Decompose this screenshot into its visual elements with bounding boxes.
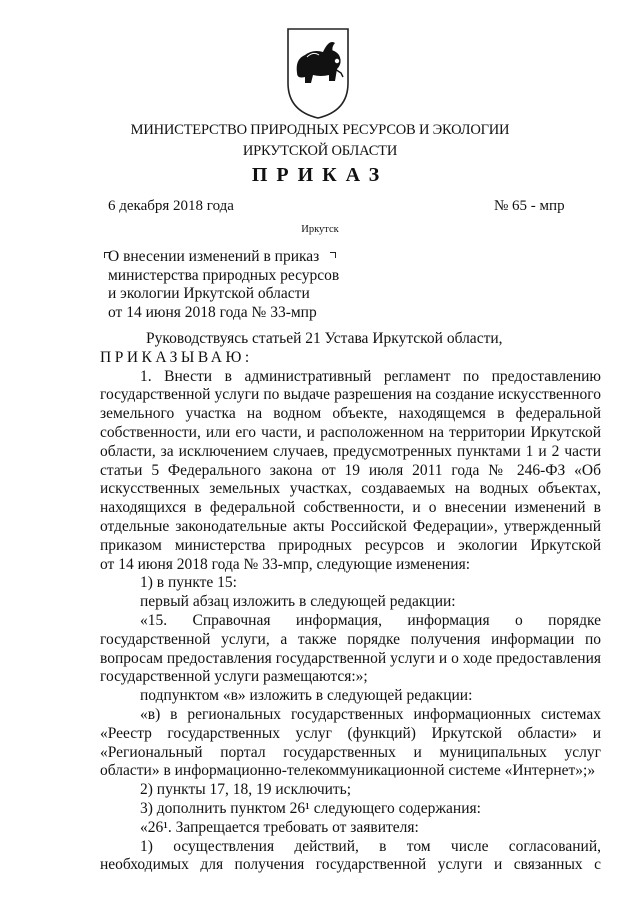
body-line: государственной услуги размещаются:»; [100, 668, 368, 686]
body-line: необходимых для получения государственной услуги и связанных с [100, 856, 601, 874]
order-date: 6 декабря 2018 года [108, 198, 234, 214]
body-line: «26¹. Запрещается требовать от заявителя: [140, 818, 419, 836]
body-line: собственности, или его части, и расположенном на территории Иркутской [100, 423, 601, 441]
ministry-name [0, 120, 640, 162]
body-line: «Реестр государственных услуг (функций) Иркутской области» и [100, 724, 601, 742]
body-line: вопросам предоставления государственной услуги и о ходе предоставления [100, 649, 601, 667]
subject-line: от 14 июня 2018 года № 33-мпр [108, 303, 317, 321]
order-body [100, 330, 601, 875]
corner-bracket-right [330, 252, 336, 258]
coat-of-arms-emblem [283, 25, 353, 121]
order-number: № 65 - мпр [494, 198, 565, 214]
corner-bracket-left [104, 252, 110, 258]
body-line: «в) в региональных государственных информационных системах [140, 705, 601, 723]
body-line: приказом министерства природных ресурсов и экологии Иркутской [100, 536, 601, 554]
body-line: государственной услуги, а также порядке получения информации по [100, 630, 601, 648]
subject-line: министерства природных ресурсов [108, 266, 340, 284]
body-line: 1. Внести в административный регламент по предоставлению [140, 367, 601, 385]
order-city: Иркутск [301, 224, 339, 235]
body-line: подпунктом «в» изложить в следующей редакции: [140, 687, 473, 705]
body-line: 1) осуществления действий, в том числе согласований, [140, 837, 601, 855]
ministry-name-line2: ИРКУТСКОЙ ОБЛАСТИ [242, 143, 398, 159]
order-title: ПРИКАЗ [251, 164, 389, 186]
body-line: статьи 5 Федерального закона от 19 июля 2011 года № 246-ФЗ «Об [100, 461, 601, 479]
body-line: области, за исключением случаев, предусмотренных пунктами 1 и 2 части [100, 442, 601, 460]
body-line: государственной услуги по выдаче разрешения на создание искусственного [100, 386, 601, 404]
preamble: Руководствуясь статьей 21 Устава Иркутской области, [146, 330, 503, 347]
body-line: отдельные законодательные акты Российской Федерации», утвержденный [100, 517, 601, 535]
body-line: 1) в пункте 15: [140, 574, 237, 592]
body-line: «Региональный портал государственных и муниципальных услуг [100, 743, 601, 761]
order-subject [108, 248, 339, 322]
body-line: первый абзац изложить в следующей редакции: [140, 593, 456, 611]
body-line: «15. Справочная информация, информация о порядке [140, 611, 601, 629]
subject-line: и экологии Иркутской области [108, 285, 310, 302]
body-line: находящихся в федеральной собственности, и о внесении изменений в [100, 499, 601, 517]
body-line: искусственных земельных участках, создаваемых на водных объектах, [100, 480, 601, 498]
body-line: 3) дополнить пунктом 26¹ следующего содержания: [140, 799, 481, 817]
ministry-name-line1: МИНИСТЕРСТВО ПРИРОДНЫХ РЕСУРСОВ И ЭКОЛОГИИ [130, 122, 510, 138]
body-line: от 14 июня 2018 года № 33-мпр, следующие изменения: [100, 555, 471, 573]
subject-line: О внесении изменений в приказ [108, 248, 320, 265]
prikazyvayu-heading: ПРИКАЗЫВАЮ: [100, 348, 253, 366]
body-line: земельного участка на водном объекте, находящемся в федеральной [100, 405, 601, 423]
body-line: области» в информационно-телекоммуникационной системе «Интернет»;» [100, 762, 596, 780]
body-line: 2) пункты 17, 18, 19 исключить; [140, 781, 352, 799]
